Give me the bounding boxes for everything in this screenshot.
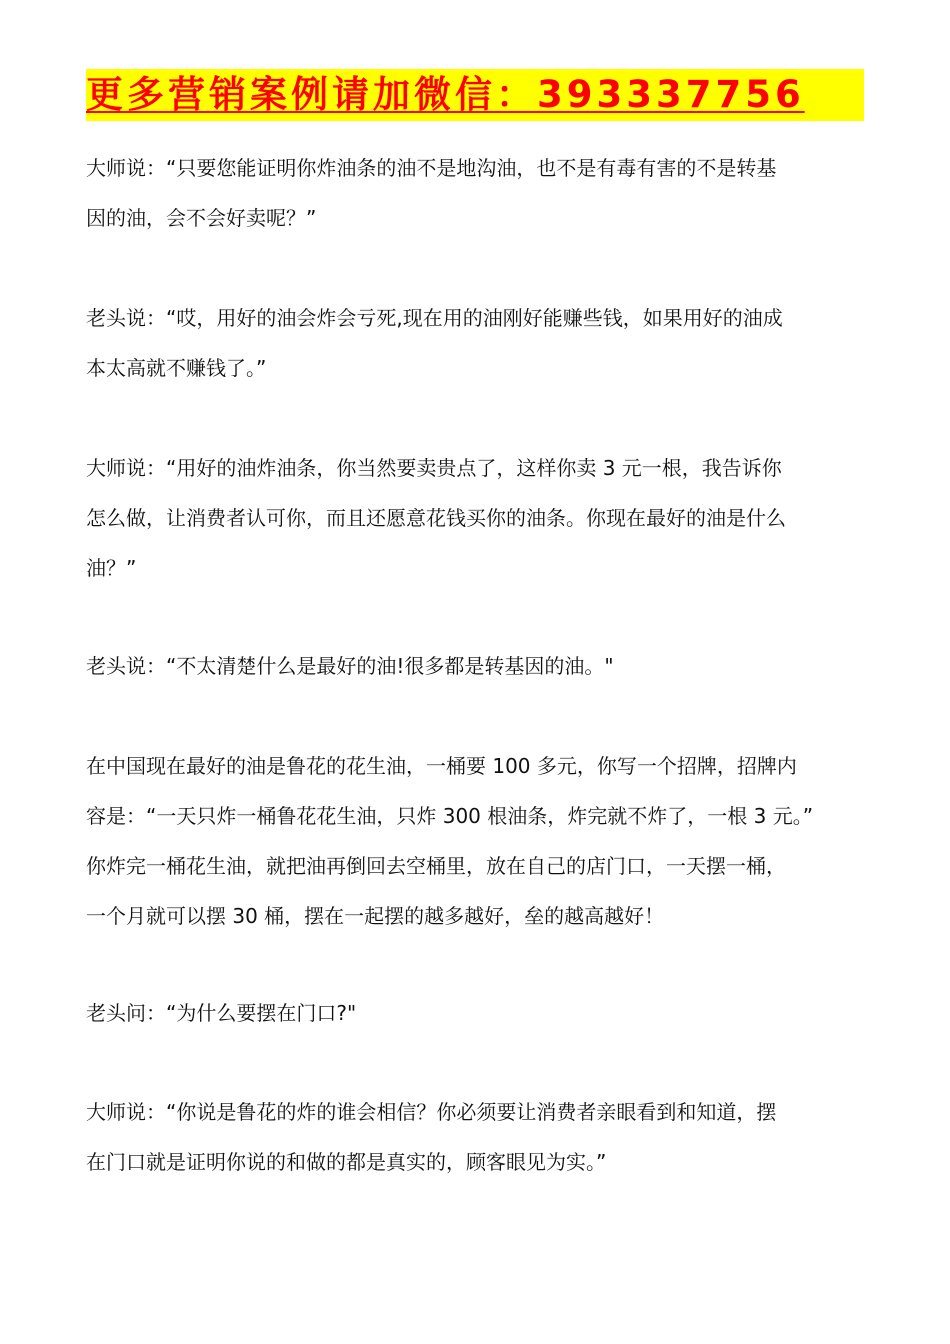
paragraph-old-man-asks <box>86 988 868 1038</box>
text-line: 老头说：“不太清楚什么是最好的油!很多都是转基因的油。" <box>86 654 614 678</box>
text-line: 一个月就可以摆 30 桶，摆在一起摆的越多越好，垒的越高越好！ <box>86 904 665 928</box>
paragraph-master-question <box>86 143 868 243</box>
paragraph-master-advice <box>86 443 868 593</box>
text-line: 在中国现在最好的油是鲁花的花生油，一桶要 100 多元，你写一个招牌，招牌内 <box>86 754 797 778</box>
text-line: 怎么做，让消费者认可你，而且还愿意花钱买你的油条。你现在最好的油是什么 <box>86 506 786 530</box>
text-line: 容是：“一天只炸一桶鲁花花生油，只炸 300 根油条，炸完就不炸了，一根 3 元。” <box>86 804 814 828</box>
text-line: 本太高就不赚钱了。” <box>86 356 267 380</box>
text-line: 大师说：“用好的油炸油条，你当然要卖贵点了，这样你卖 3 元一根，我告诉你 <box>86 456 782 480</box>
paragraph-old-man-reply <box>86 293 868 393</box>
paragraph-peanut-oil-plan <box>86 741 868 941</box>
text-line: 老头问：“为什么要摆在门口?" <box>86 1001 357 1025</box>
text-line: 老头说：“哎，用好的油会炸会亏死,现在用的油刚好能赚些钱，如果用好的油成 <box>86 306 783 330</box>
text-line: 在门口就是证明你说的和做的都是真实的，顾客眼见为实。” <box>86 1150 607 1174</box>
text-line: 因的油，会不会好卖呢？” <box>86 206 317 230</box>
text-line: 你炸完一桶花生油，就把油再倒回去空桶里，放在自己的店门口，一天摆一桶， <box>86 854 786 878</box>
paragraph-old-man-unsure <box>86 641 868 691</box>
promo-banner <box>86 69 864 121</box>
paragraph-master-explains <box>86 1087 868 1187</box>
text-line: 大师说：“只要您能证明你炸油条的油不是地沟油，也不是有毒有害的不是转基 <box>86 156 777 180</box>
text-line: 油？” <box>86 556 137 580</box>
text-line: 大师说：“你说是鲁花的炸的谁会相信？你必须要让消费者亲眼看到和知道，摆 <box>86 1100 777 1124</box>
promo-banner-text: 更多营销案例请加微信：393337756 <box>86 73 805 116</box>
